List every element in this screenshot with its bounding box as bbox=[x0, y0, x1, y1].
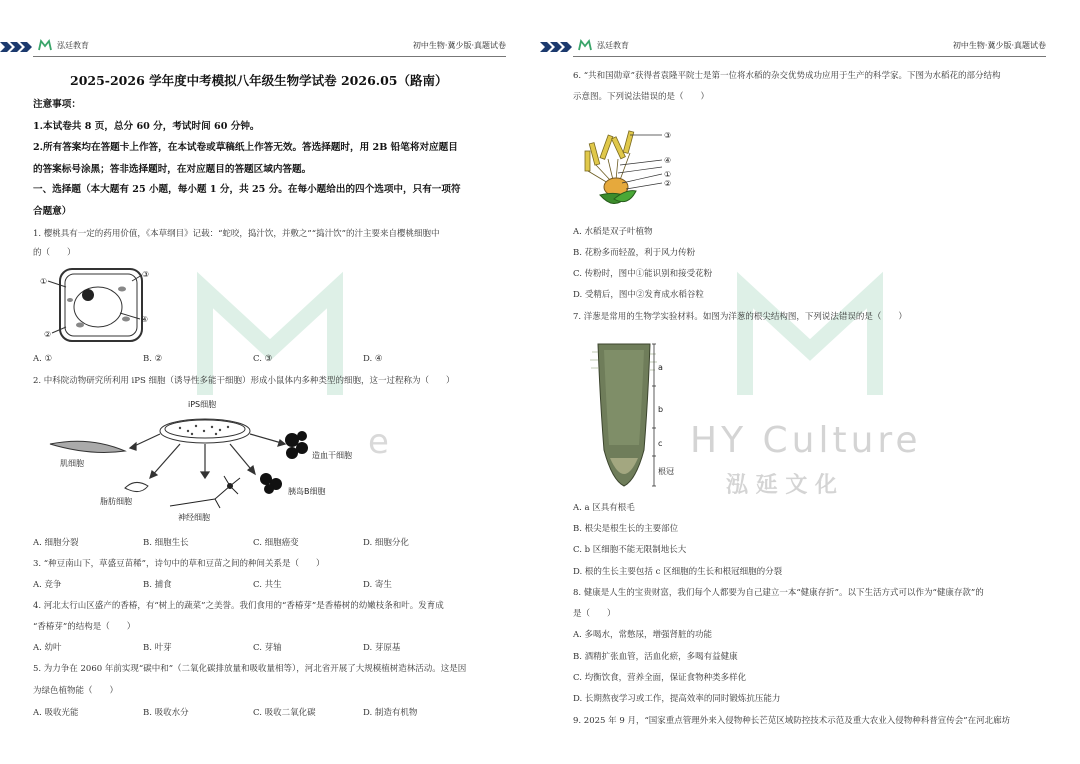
q4-option-a: A. 幼叶 bbox=[33, 643, 62, 653]
question-1-stem-cont: 的（ ） bbox=[33, 248, 76, 258]
notice-item-2: 2.所有答案均在答题卡上作答，在本试卷或草稿纸上作答无效。答选择题时，用 2B 铅笔将对应题目 bbox=[33, 142, 458, 153]
watermark-text-fragment: e bbox=[368, 422, 389, 462]
q7-option-b: B. 根尖是根生长的主要部位 bbox=[573, 524, 679, 534]
question-6-stem: 6. “共和国勋章”获得者袁隆平院士是第一位将水稻的杂交优势成功应用于生产的科学家。下图为水稻花的部分结构 bbox=[573, 71, 1001, 81]
question-3-stem: 3. “种豆南山下，草盛豆苗稀”，诗句中的草和豆苗之间的种间关系是（ ） bbox=[33, 559, 325, 569]
question-8-stem: 8. 健康是人生的宝贵财富，我们每个人都要为自己建立一本“健康存折”。以下生活方式可以作为“健康存款”的 bbox=[573, 588, 984, 598]
header-subject: 初中生物·冀少版·真题试卷 bbox=[412, 41, 506, 50]
question-9-stem: 9. 2025 年 9 月，“国家重点管理外来入侵物种长芒苋区域防控技术示范及重大农业入侵物种科普宣传会”在河北廊坊 bbox=[573, 716, 1011, 726]
q7-option-c: C. b 区细胞不能无限制地长大 bbox=[573, 545, 687, 555]
ips-differentiation-figure bbox=[40, 396, 370, 526]
q6-option-c: C. 传粉时，图中①能识别和接受花粉 bbox=[573, 269, 713, 279]
notice-item-1: 1.本试卷共 8 页，总分 60 分，考试时间 60 分钟。 bbox=[33, 121, 260, 132]
question-4-stem: 4. 河北太行山区盛产的香椿，有“树上的蔬菜”之美誉。我们食用的“香椿芽”是香椿树的幼嫩枝条和叶。发育成 bbox=[33, 601, 444, 611]
q6-option-d: D. 受精后，图中②发育成水稻谷粒 bbox=[573, 290, 704, 300]
q5-option-b: B. 吸收水分 bbox=[143, 708, 189, 718]
q6-option-b: B. 花粉多而轻盈，利于风力传粉 bbox=[573, 248, 696, 258]
hematopoietic-cell-label: 造血干细胞 bbox=[312, 451, 352, 460]
q2-option-d: D. 细胞分化 bbox=[363, 538, 409, 548]
question-5-stem: 5. 为力争在 2060 年前实现“碳中和”（二氧化碳排放量和吸收量相等），河北省开展了大规模植树造林活动。这是因 bbox=[33, 664, 467, 674]
q2-option-a: A. 细胞分裂 bbox=[33, 538, 79, 548]
q8-option-d: D. 长期熬夜学习或工作，提高效率的同时锻炼抗压能力 bbox=[573, 694, 781, 704]
q4-option-d: D. 芽原基 bbox=[363, 643, 401, 653]
q1-option-a: A. ① bbox=[33, 354, 53, 364]
root-label-c: c bbox=[658, 439, 663, 448]
q5-option-d: D. 制造有机物 bbox=[363, 708, 418, 718]
q2-option-c: C. 细胞癌变 bbox=[253, 538, 299, 548]
notice-item-2-cont: 的答案标号涂黑；答非选择题时，在对应题目的答题区域内答题。 bbox=[33, 164, 312, 175]
rice-flower-figure bbox=[580, 125, 690, 215]
q1-option-c: C. ③ bbox=[253, 354, 273, 364]
q2-option-b: B. 细胞生长 bbox=[143, 538, 189, 548]
watermark-text-cn: 泓 延 文 化 bbox=[726, 473, 837, 498]
exam-title: 2025-2026 学年度中考模拟八年级生物学试卷 2026.05（路南） bbox=[70, 73, 448, 88]
question-4-stem-cont: “香椿芽”的结构是（ ） bbox=[33, 622, 136, 632]
cell-label-4: ④ bbox=[141, 315, 149, 324]
section-heading: 一、选择题（本大题有 25 小题，每小题 1 分，共 25 分。在每小题给出的四个选项中，只有一项符 bbox=[33, 184, 461, 195]
question-2-stem: 2. 中科院动物研究所利用 iPS 细胞（诱导性多能干细胞）形成小鼠体内多种类型的细胞，这一过程称为（ ） bbox=[33, 376, 455, 386]
rice-label-2: ② bbox=[664, 179, 672, 188]
q8-option-b: B. 酒精扩张血管，活血化瘀，多喝有益健康 bbox=[573, 652, 738, 662]
nerve-cell-label: 神经细胞 bbox=[178, 513, 210, 522]
q3-option-d: D. 寄生 bbox=[363, 580, 392, 590]
exam-page-right bbox=[540, 0, 1080, 764]
rice-label-1: ① bbox=[664, 170, 672, 179]
brand-name: 泓廷教育 bbox=[597, 41, 629, 50]
q5-option-a: A. 吸收光能 bbox=[33, 708, 79, 718]
ips-title-label: iPS细胞 bbox=[188, 400, 217, 409]
q1-option-b: B. ② bbox=[143, 354, 163, 364]
q1-option-d: D. ④ bbox=[363, 354, 383, 364]
root-label-b: b bbox=[658, 405, 664, 414]
q4-option-b: B. 叶芽 bbox=[143, 643, 172, 653]
cell-label-3: ③ bbox=[142, 270, 150, 279]
q8-option-c: C. 均衡饮食，营养全面，保证食物种类多样化 bbox=[573, 673, 747, 683]
cell-label-1: ① bbox=[40, 277, 48, 286]
question-6-stem-cont: 示意图。下列说法错误的是（ ） bbox=[573, 92, 710, 102]
cell-label-2: ② bbox=[44, 330, 52, 339]
brand-name: 泓廷教育 bbox=[57, 41, 89, 50]
q7-option-a: A. a 区具有根毛 bbox=[573, 503, 635, 513]
root-cap-label: 根冠 bbox=[658, 467, 674, 476]
plant-cell-figure bbox=[40, 265, 160, 345]
islet-b-cell-label: 胰岛B细胞 bbox=[288, 487, 326, 496]
q3-option-a: A. 竞争 bbox=[33, 580, 62, 590]
q4-option-c: C. 芽轴 bbox=[253, 643, 282, 653]
muscle-cell-label: 肌细胞 bbox=[60, 459, 84, 468]
q7-option-d: D. 根的生长主要包括 c 区细胞的生长和根冠细胞的分裂 bbox=[573, 567, 783, 577]
q8-option-a: A. 多喝水，常憋尿，增强肾脏的功能 bbox=[573, 630, 713, 640]
question-8-stem-cont: 是（ ） bbox=[573, 609, 616, 619]
fat-cell-label: 脂肪细胞 bbox=[100, 497, 132, 506]
rice-label-3: ③ bbox=[664, 131, 672, 140]
q3-option-b: B. 捕食 bbox=[143, 580, 172, 590]
question-7-stem: 7. 洋葱是常用的生物学实验材料。如图为洋葱的根尖结构图，下列说法错误的是（ ） bbox=[573, 312, 907, 322]
root-label-a: a bbox=[658, 363, 663, 372]
q3-option-c: C. 共生 bbox=[253, 580, 282, 590]
onion-root-tip-figure bbox=[584, 340, 684, 490]
watermark-text-latin: HY Culture bbox=[690, 420, 922, 461]
header-subject: 初中生物·冀少版·真题试卷 bbox=[952, 41, 1046, 50]
question-1-stem: 1. 樱桃具有一定的药用价值，《本草纲目》记载：“蛇咬，捣汁饮，并敷之”“捣汁饮”的汁主要来自樱桃细胞中 bbox=[33, 229, 440, 239]
q5-option-c: C. 吸收二氧化碳 bbox=[253, 708, 316, 718]
q6-option-a: A. 水稻是双子叶植物 bbox=[573, 227, 653, 237]
question-5-stem-cont: 为绿色植物能（ ） bbox=[33, 686, 119, 696]
rice-label-4: ④ bbox=[664, 156, 672, 165]
notice-heading: 注意事项： bbox=[33, 99, 81, 110]
section-heading-cont: 合题意） bbox=[33, 206, 72, 217]
